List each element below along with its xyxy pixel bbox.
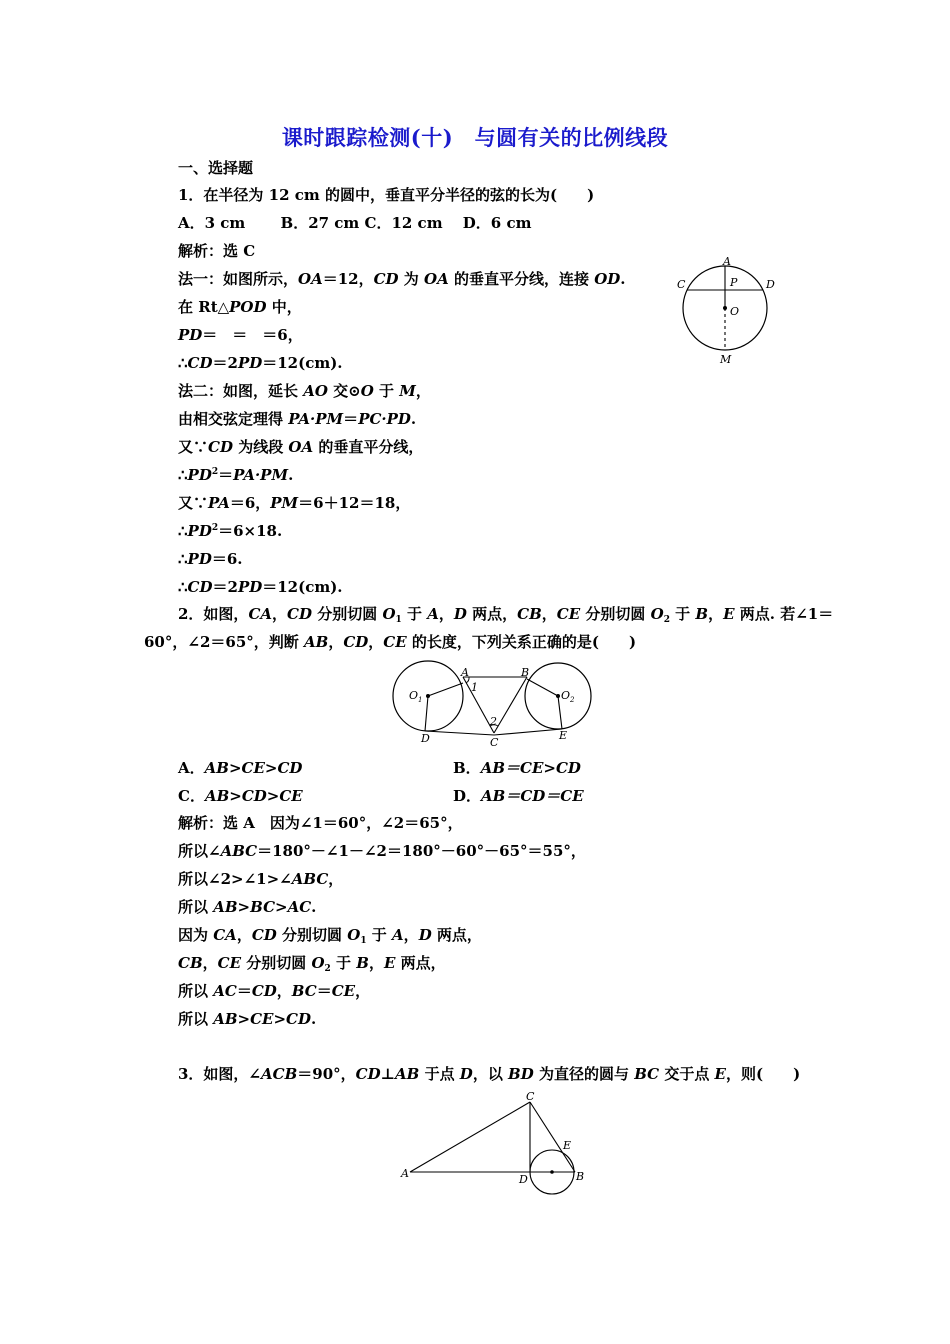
q2-answer: 解析：选 A 因为∠1＝60°，∠2＝65°， — [178, 814, 463, 832]
q2-line3: 所以 AB>BC>AC. — [178, 898, 317, 916]
q2-line7: 所以 AB>CE>CD. — [178, 1010, 317, 1028]
q1-intersecting-chords: 由相交弦定理得 PA·PM＝PC·PD. — [178, 410, 417, 428]
q2-label-c: C — [490, 736, 499, 749]
q2-tangent-figure — [385, 655, 600, 750]
q2-label-d: D — [421, 732, 430, 745]
page-title: 课时跟踪检测(十) 与圆有关的比例线段 — [281, 125, 669, 150]
q2-stem: 2．如图，CA，CD 分别切圆 $O_1$ 于 A，D 两点，CB，CE 分别切圆 $O_2$ 于 B，E 两点. 若∠1＝ — [178, 605, 834, 625]
q1-cd-result: ∴CD＝2PD＝12(cm). — [178, 354, 343, 372]
q2-option-c: C．AB>CD>CE — [178, 787, 303, 805]
q1-step-pd: ∴PD＝6. — [178, 550, 243, 568]
q2-label-angle1: 1 — [471, 681, 478, 694]
q3-label-a: A — [401, 1167, 409, 1180]
q1-step-product: $\therefore PD^2=6\times 18$. — [178, 522, 283, 540]
q3-label-d: D — [519, 1173, 528, 1186]
q2-label-b: B — [521, 666, 530, 679]
q2-label-o1: $O_1$ — [409, 689, 423, 704]
q2-label-e: E — [559, 729, 568, 742]
q3-label-e: E — [563, 1139, 572, 1152]
q3-label-c: C — [526, 1090, 535, 1103]
q2-line2: 所以∠2>∠1>∠ABC， — [178, 870, 344, 888]
q1-label-d: D — [766, 278, 775, 291]
q2-line5: CB，CE 分别切圆 $O_2$ 于 B，E 两点， — [178, 954, 446, 974]
q1-label-m: M — [720, 353, 732, 366]
q1-step-pa-pm: 又∵PA＝6，PM＝6＋12＝18， — [178, 494, 411, 512]
q1-circle-figure — [670, 250, 790, 375]
q2-option-a: A．AB>CE>CD — [178, 759, 303, 777]
q1-label-o: O — [730, 305, 740, 318]
q2-line1: 所以∠ABC＝180°－∠1－∠2＝180°－60°－65°＝55°， — [178, 842, 586, 860]
q1-label-p: P — [730, 276, 738, 289]
q3-triangle-figure — [395, 1088, 595, 1203]
q2-label-a: A — [461, 666, 469, 679]
q3-stem: 3．如图，∠ACB＝90°，CD⊥AB 于点 D，以 BD 为直径的圆与 BC 交于点 E，则( ) — [178, 1065, 801, 1083]
q1-answer: 解析：选 C — [178, 242, 256, 260]
q2-label-o2: $O_2$ — [561, 689, 575, 704]
q2-line6: 所以 AC＝CD，BC＝CE， — [178, 982, 371, 1000]
q1-label-a: A — [723, 255, 731, 268]
q2-option-b: B．AB＝CE>CD — [453, 759, 581, 777]
q1-step-cd: ∴CD＝2PD＝12(cm). — [178, 578, 343, 596]
q2-line4: 因为 CA，CD 分别切圆 $O_1$ 于 A，D 两点， — [178, 926, 482, 946]
q1-pd-calc: PD＝ ＝ ＝6， — [178, 326, 303, 344]
q1-method2: 法二：如图，延长 AO 交⊙O 于 M， — [178, 382, 431, 400]
q2-stem-cont: 60°，∠2＝65°，判断 AB，CD，CE 的长度，下列关系正确的是( ) — [144, 633, 637, 651]
q1-label-c: C — [677, 278, 686, 291]
q1-method1: 法一：如图所示，OA＝12，CD 为 OA 的垂直平分线，连接 OD. — [178, 270, 626, 288]
q1-options: A．3 cm B．27 cm C．12 cm D．6 cm — [178, 214, 532, 232]
section-heading: 一、选择题 — [178, 159, 254, 177]
q1-rt-triangle: 在 Rt△POD 中， — [178, 298, 302, 316]
q3-label-b: B — [576, 1170, 585, 1183]
q1-stem: 1．在半径为 12 cm 的圆中，垂直平分半径的弦的长为( ) — [178, 186, 595, 204]
q1-bisector-note: 又∵CD 为线段 OA 的垂直平分线， — [178, 438, 424, 456]
q1-step-pd2: $\therefore PD^2=PA\cdot PM$. — [178, 466, 294, 484]
q2-option-d: D．AB＝CD＝CE — [453, 787, 584, 805]
q2-label-angle2: 2 — [490, 715, 497, 728]
